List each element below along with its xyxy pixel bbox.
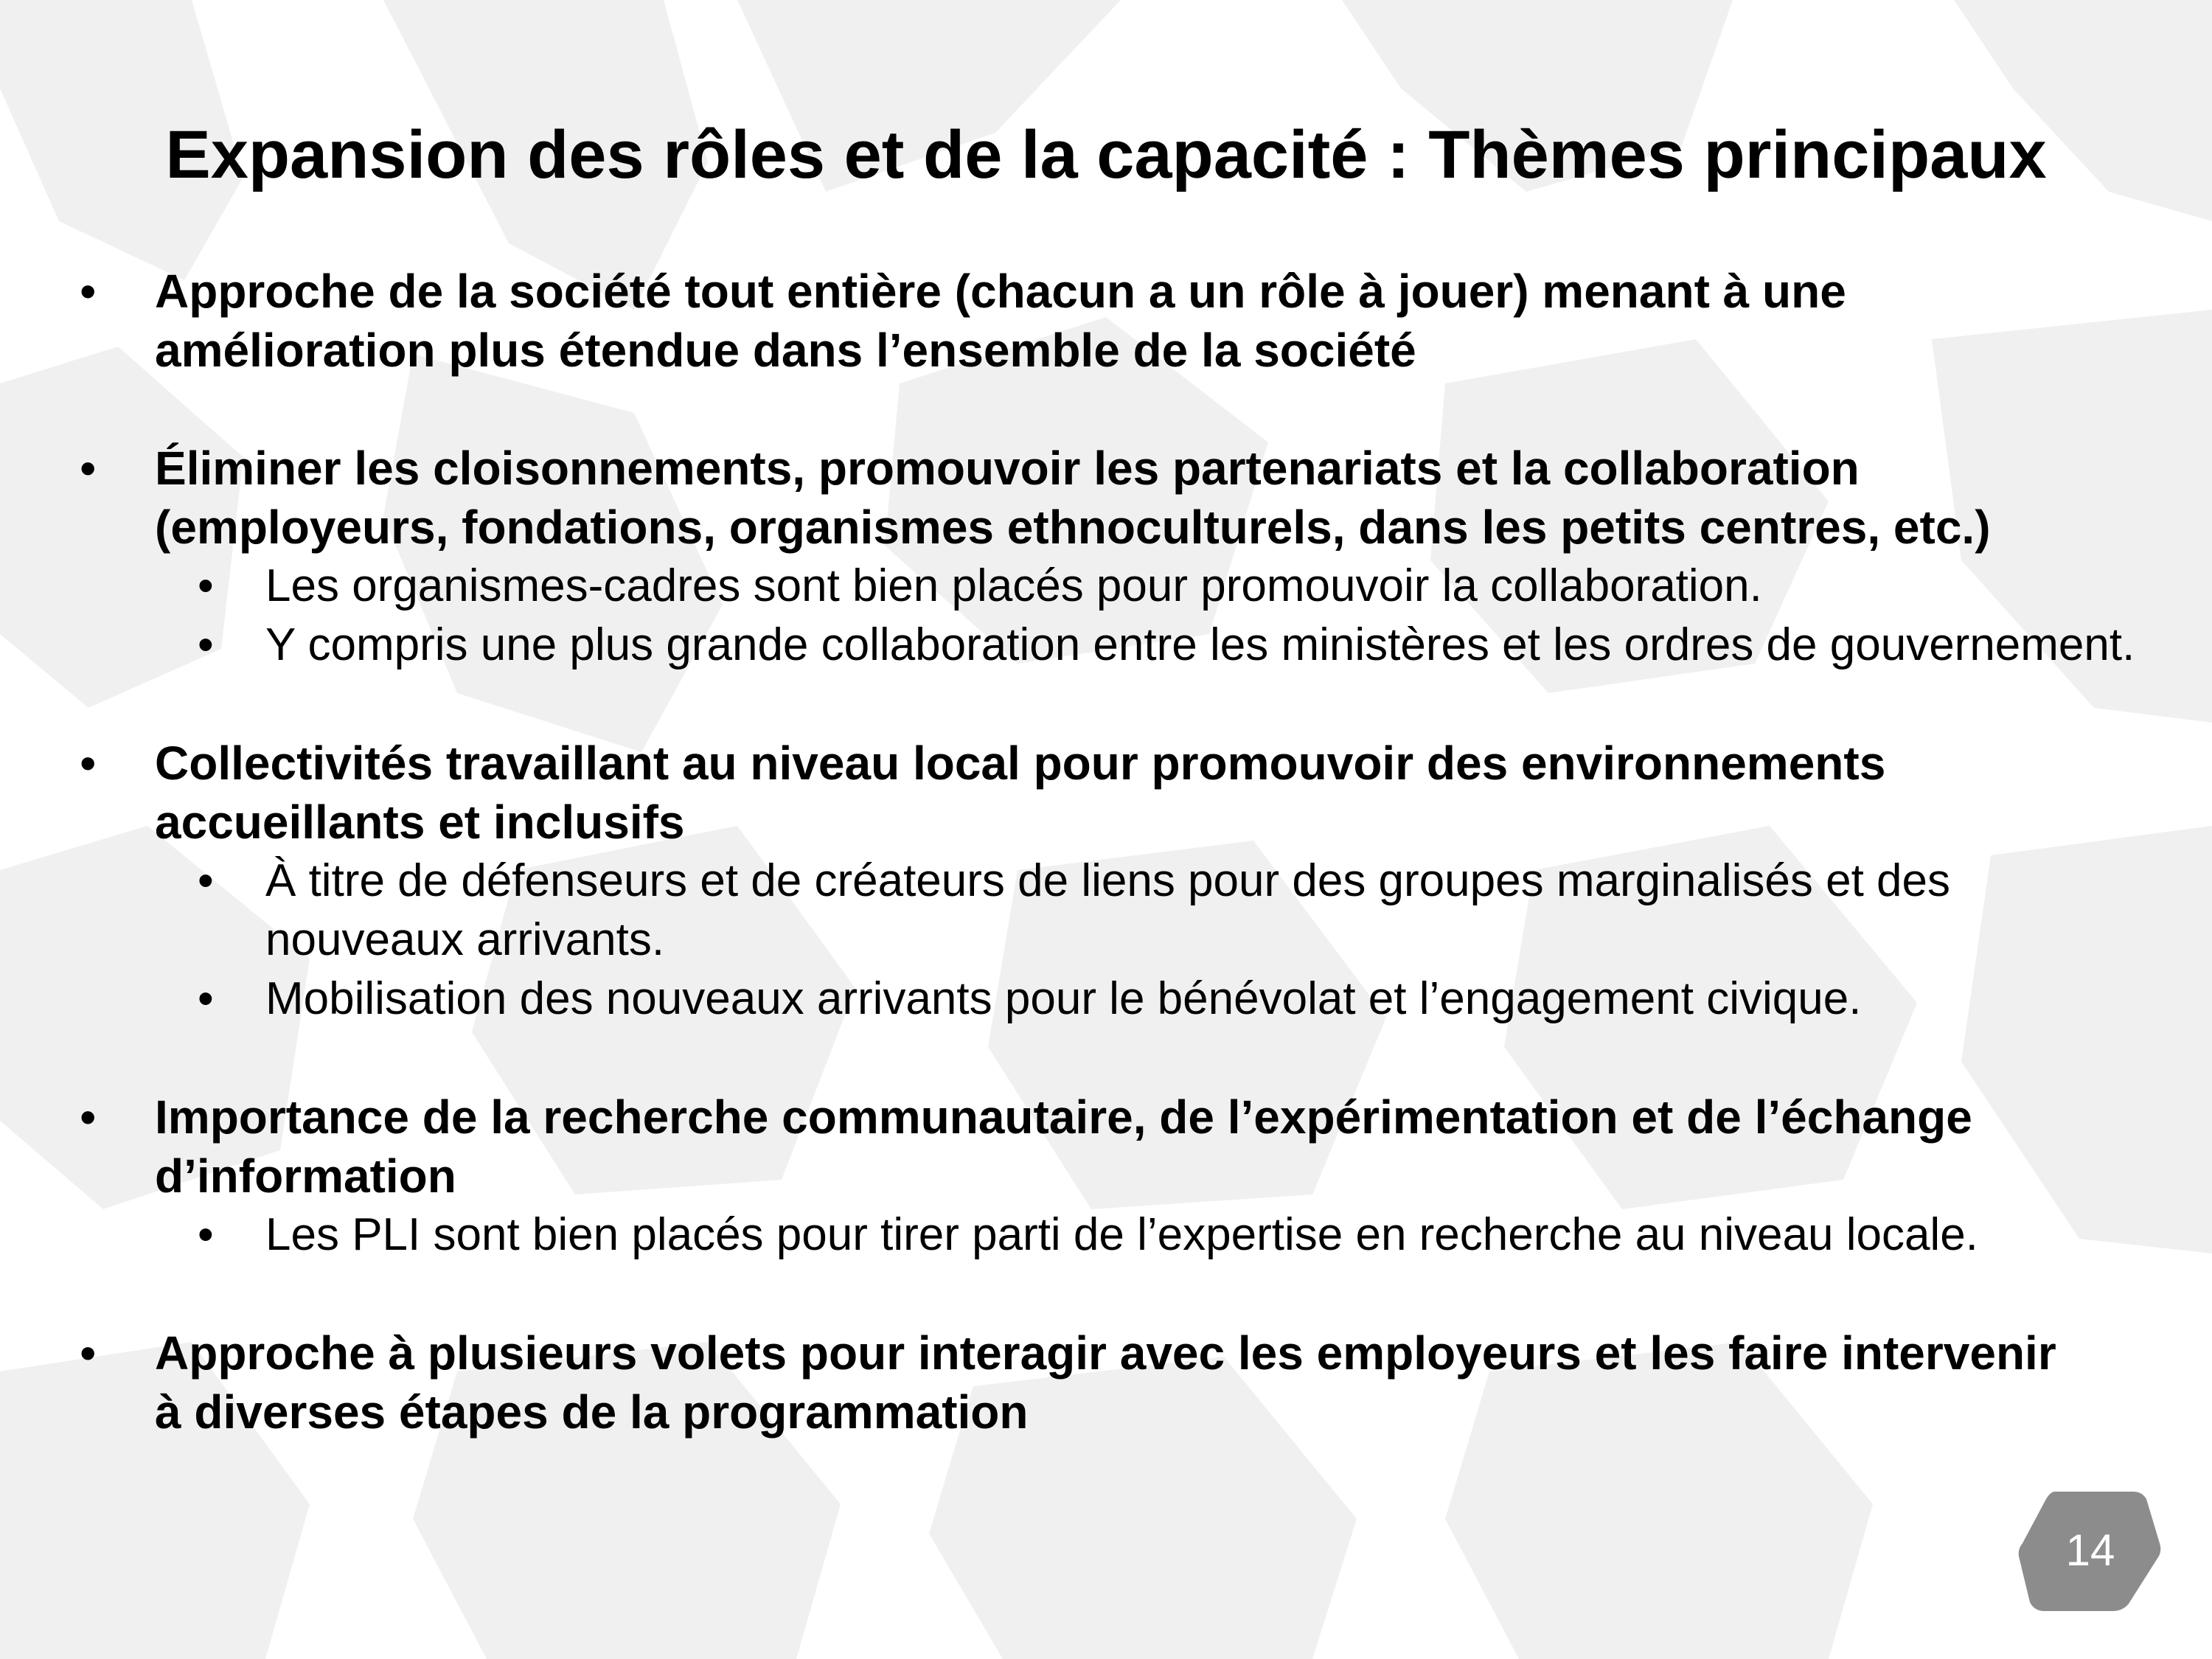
bullet-text: • Importance de la recherche communautaire, de l’expérimentation et de l’échange d’information [155,1091,1972,1203]
bullet-text: • Collectivités travaillant au niveau local pour promouvoir des environnements accueillants et inclusifs [155,737,1886,849]
bullet-text: • Éliminer les cloisonnements, promouvoir les partenariats et la collaboration (employeurs, fondations, organismes ethnoculturels, dans les petits centres, etc.) [155,442,1991,554]
bullet-item-employers [0,1324,2138,1441]
sub-bullet: • Les PLI sont bien placés pour tirer parti de l’expertise en recherche au niveau locale. [0,1206,2138,1265]
bullet-text: • Approche à plusieurs volets pour interagir avec les employeurs et les faire intervenir à diverses étapes de la programmation [155,1326,2056,1439]
bullet-item-local-communities [0,734,2138,1029]
page-number: 14 [2065,1526,2115,1575]
slide-title: Expansion des rôles et de la capacité : Thèmes principaux [165,117,2047,192]
bullet-item-break-silos [0,439,2138,675]
sub-bullet: • Mobilisation des nouveaux arrivants pour le bénévolat et l’engagement civique. [0,970,2138,1029]
sub-bullet: • Les organismes-cadres sont bien placés pour promouvoir la collaboration. [0,557,2138,616]
bullet-list [0,262,2138,1500]
sub-bullet: • Y compris une plus grande collaboration entre les ministères et les ordres de gouvernement. [0,616,2138,675]
sub-bullet: • À titre de défenseurs et de créateurs de liens pour des groupes marginalisés et des nouveaux arrivants. [0,852,2138,970]
bullet-item-community-research [0,1088,2138,1265]
bullet-text: • Approche de la société tout entière (chacun a un rôle à jouer) menant à une amélioration plus étendue dans l’ensemble de la société [155,265,1846,377]
bullet-item-whole-society [0,262,2138,380]
